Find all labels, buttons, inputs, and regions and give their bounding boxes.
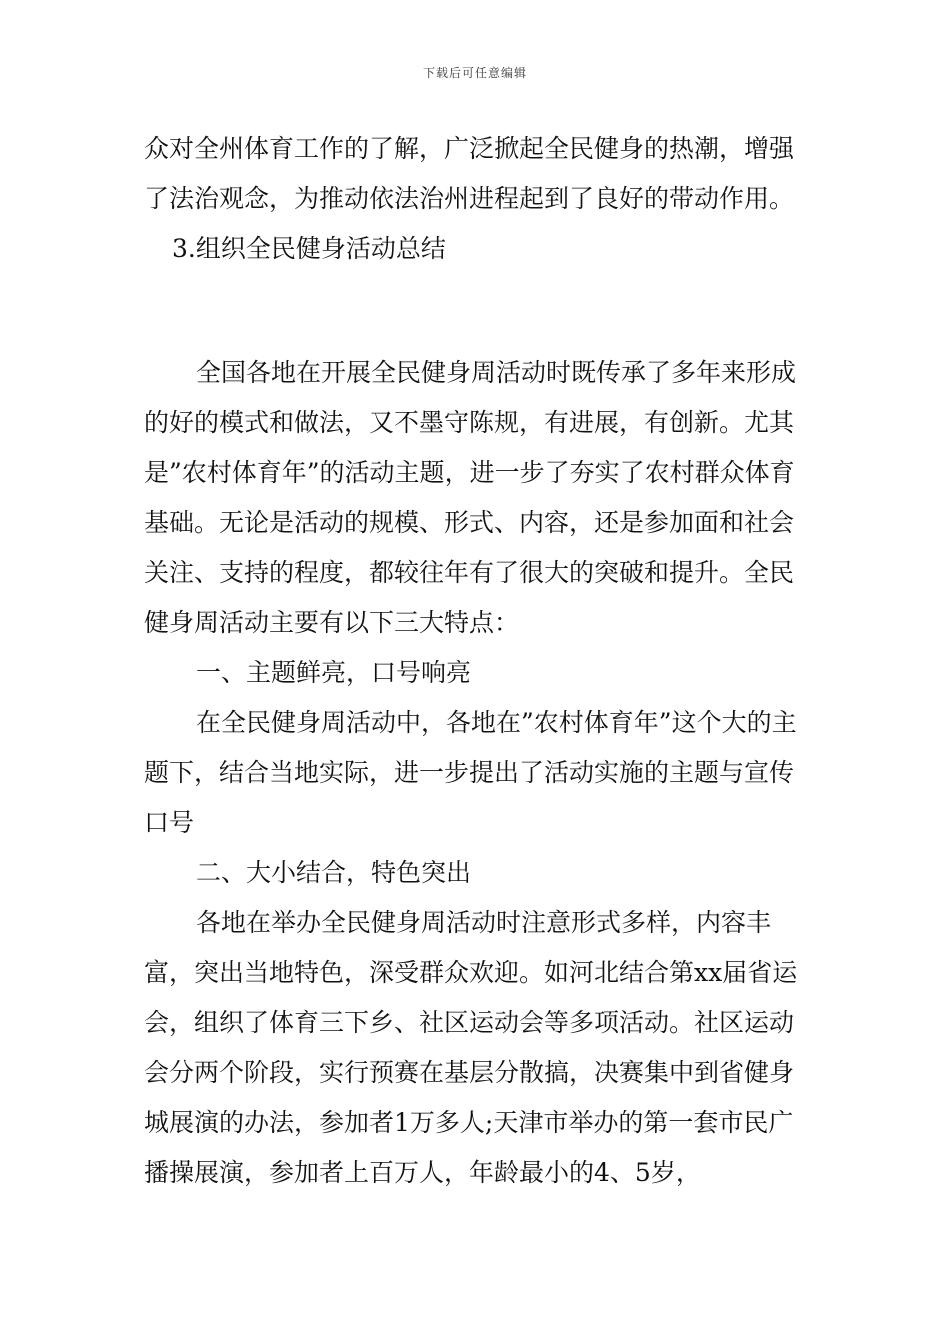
section-heading: 3.组织全民健身活动总结	[172, 234, 446, 263]
paragraph: 在全民健身周活动中，各地在”农村体育年”这个大的主题下，结合当地实际，进一步提出了活动实施的主题与宣传口号	[144, 708, 797, 837]
blank-space	[144, 274, 814, 348]
paragraph-continuation: 众对全州体育工作的了解，广泛掀起全民健身的热潮，增强了法治观念，为推动依法治州进程起到了良好的带动作用。	[144, 134, 795, 213]
subheading: 一、主题鲜亮，口号响亮	[196, 658, 472, 687]
page-header: 下载后可任意编辑	[422, 66, 527, 80]
paragraph: 各地在举办全民健身周活动时注意形式多样，内容丰富，突出当地特色，深受群众欢迎。如河北结合第xx届省运会，组织了体育三下乡、社区运动会等多项活动。社区运动会分两个阶段，实行预赛在基层分散搞，决赛集中到省健身城展演的办法，参加者1万多人;天津市举办的第一套市民广播操展演，参加者上百万人，年龄最小的4、5岁，	[144, 908, 798, 1187]
subheading: 二、大小结合，特色突出	[196, 858, 472, 887]
paragraph: 全国各地在开展全民健身周活动时既传承了多年来形成的好的模式和做法，又不墨守陈规，有进展，有创新。尤其是”农村体育年”的活动主题，进一步了夯实了农村群众体育基础。无论是活动的规模、形式、内容，还是参加面和社会关注、支持的程度，都较往年有了很大的突破和提升。全民健身周活动主要有以下三大特点：	[144, 358, 797, 637]
document-body	[144, 124, 814, 1198]
